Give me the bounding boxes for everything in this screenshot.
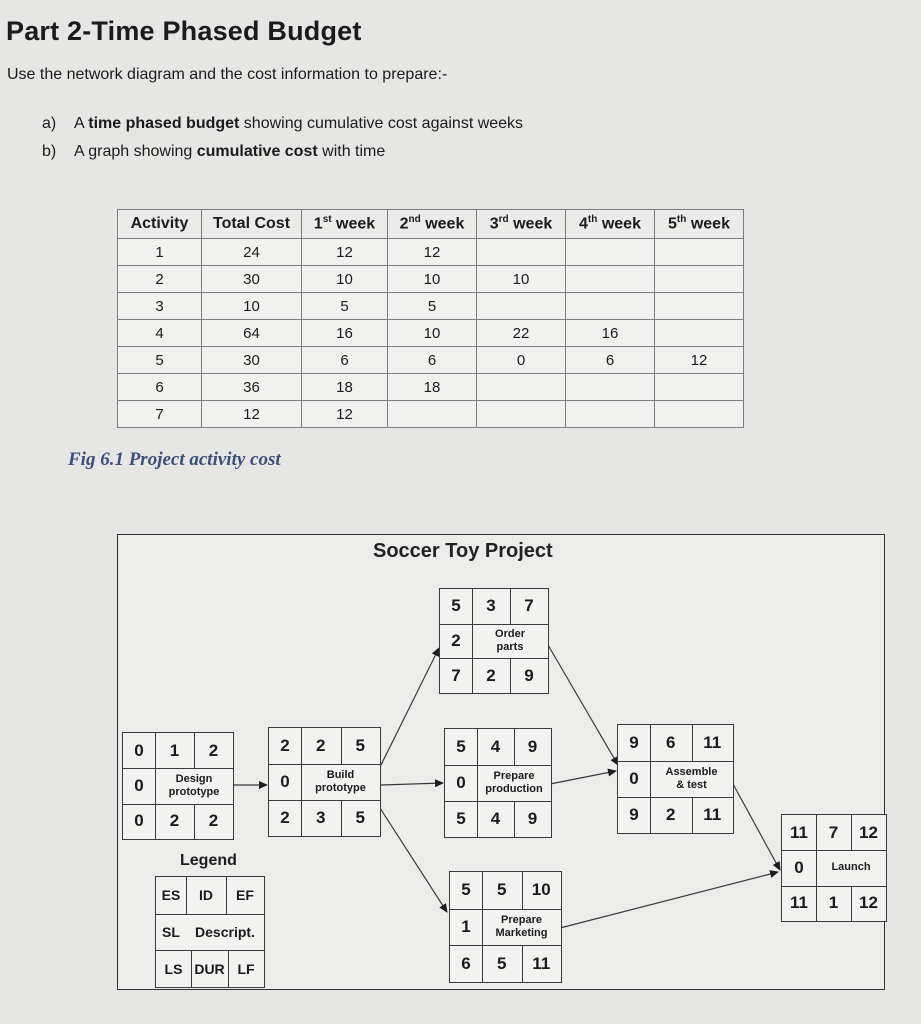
node-description-line: Design: [175, 772, 213, 785]
node-ef: 12: [859, 822, 878, 842]
node-duration: 5: [497, 953, 507, 973]
cell-activity: 5: [118, 347, 202, 374]
node-ef: 9: [527, 737, 538, 756]
node-order: [439, 588, 549, 694]
cell-activity: 3: [118, 293, 202, 320]
node-design: [122, 732, 234, 840]
node-slack: 1: [461, 916, 471, 936]
node-ef: 10: [531, 880, 551, 900]
node-ls: 0: [134, 811, 144, 831]
node-slack: 0: [629, 769, 639, 788]
legend-description: Descript.: [195, 923, 255, 940]
node-description-line: Prepare: [493, 770, 535, 782]
cell-total-cost: 30: [202, 266, 302, 293]
cell-week-2: 5: [388, 293, 477, 320]
legend-title: Legend: [180, 852, 237, 869]
legend-es: ES: [161, 887, 181, 904]
node-description-line: Marketing: [495, 926, 548, 939]
node-duration: 2: [486, 665, 496, 685]
header-total-cost: Total Cost: [202, 210, 302, 239]
task-b-label: b): [42, 143, 57, 160]
node-description-line: parts: [496, 640, 524, 653]
cell-week-2: 10: [388, 320, 477, 347]
cell-week-1: 5: [302, 293, 388, 320]
cell-week-1: 10: [302, 266, 388, 293]
cell-week-1: 12: [302, 239, 388, 266]
node-duration: 4: [490, 809, 501, 828]
cell-activity: 4: [118, 320, 202, 347]
cell-week-3: 22: [477, 320, 566, 347]
task-b-pre: A graph showing: [74, 143, 197, 160]
node-description-line: prototype: [315, 782, 366, 794]
node-duration: 2: [169, 811, 180, 831]
cell-week-3: 10: [477, 266, 566, 293]
cell-week-3: 0: [477, 347, 566, 374]
node-description: [472, 624, 548, 659]
cell-total-cost: 10: [202, 293, 302, 320]
node-description-line: Assemble: [665, 766, 718, 778]
node-es: 11: [790, 822, 808, 842]
intro-text: Use the network diagram and the cost information to prepare:-: [7, 66, 448, 83]
node-ls: 2: [280, 808, 290, 827]
node-description: [155, 768, 233, 803]
cell-activity: 7: [118, 401, 202, 428]
legend-box: [155, 876, 265, 988]
node-description-line: Order: [495, 627, 525, 640]
task-b-post: with time: [317, 143, 386, 160]
node-es: 0: [134, 740, 144, 760]
task-a-label: a): [42, 115, 57, 132]
node-description-line: Build: [326, 769, 355, 781]
node-es: 2: [280, 736, 290, 755]
diagram-title: Soccer Toy Project: [373, 540, 553, 562]
header-week-1: 1st week: [302, 210, 388, 239]
node-id: 7: [828, 822, 839, 842]
cell-week-1: 6: [302, 347, 388, 374]
cell-week-1: 12: [302, 401, 388, 428]
node-description-line: production: [485, 783, 543, 795]
node-marketing: [449, 871, 562, 983]
node-description: [650, 761, 733, 797]
cell-total-cost: 24: [202, 239, 302, 266]
node-ls: 5: [456, 809, 466, 828]
node-es: 5: [456, 737, 466, 756]
node-launch: [781, 814, 887, 922]
node-description-line: Launch: [831, 861, 871, 874]
cell-week-2: 18: [388, 374, 477, 401]
node-description: [477, 765, 551, 801]
node-slack: 0: [134, 775, 144, 795]
legend-sl: SL: [162, 923, 180, 940]
node-slack: 0: [794, 857, 804, 877]
task-b-bold: cumulative cost: [196, 143, 318, 160]
arrow-build-prepare: [381, 783, 443, 785]
legend-ef: EF: [236, 887, 254, 904]
cell-week-4: 16: [566, 320, 655, 347]
cell-activity: 6: [118, 374, 202, 401]
node-lf: 9: [527, 809, 538, 828]
header-week-4: 4th week: [566, 210, 655, 239]
node-description-line: & test: [676, 779, 707, 791]
task-a-bold: time phased budget: [88, 115, 240, 132]
cell-week-2: 6: [388, 347, 477, 374]
node-ls: 11: [790, 893, 808, 913]
cell-week-1: 18: [302, 374, 388, 401]
node-id: 1: [169, 740, 180, 760]
legend-ls: LS: [164, 960, 183, 977]
node-prepare: [444, 728, 552, 838]
node-assemble: [617, 724, 734, 834]
cell-week-1: 16: [302, 320, 388, 347]
cell-activity: 2: [118, 266, 202, 293]
node-id: 6: [666, 733, 676, 752]
node-lf: 12: [859, 893, 878, 913]
legend-id: ID: [199, 887, 213, 904]
node-es: 5: [451, 596, 461, 616]
node-description: [816, 850, 886, 885]
task-a-post: showing cumulative cost against weeks: [239, 115, 524, 132]
node-ls: 9: [629, 805, 639, 824]
arrow-marketing-launch: [560, 872, 778, 928]
cell-week-2: 10: [388, 266, 477, 293]
node-lf: 11: [532, 953, 551, 973]
node-es: 9: [629, 733, 639, 752]
node-lf: 11: [703, 805, 722, 824]
node-slack: 0: [456, 773, 466, 792]
cell-total-cost: 30: [202, 347, 302, 374]
cell-week-2: 12: [388, 239, 477, 266]
node-description: [301, 764, 380, 800]
node-ef: 5: [355, 736, 365, 755]
node-duration: 3: [316, 808, 326, 827]
node-slack: 2: [451, 630, 461, 650]
arrow-order-assemble: [548, 645, 618, 765]
cell-week-5: 12: [655, 347, 744, 374]
node-ef: 11: [703, 733, 722, 752]
arrow-prepare-assemble: [550, 771, 616, 784]
node-lf: 9: [524, 665, 534, 685]
node-lf: 5: [355, 808, 365, 827]
figure-caption: Fig 6.1 Project activity cost: [68, 449, 281, 470]
arrow-build-order: [380, 648, 439, 767]
legend-dur: DUR: [194, 960, 225, 977]
cell-week-4: 6: [566, 347, 655, 374]
node-duration: 2: [666, 805, 676, 824]
header-activity: Activity: [118, 210, 202, 239]
node-description: [482, 909, 561, 946]
node-id: 4: [490, 737, 501, 756]
node-es: 5: [461, 880, 471, 900]
node-slack: 0: [280, 772, 290, 791]
header-week-3: 3rd week: [477, 210, 566, 239]
node-id: 5: [497, 880, 507, 900]
cell-total-cost: 36: [202, 374, 302, 401]
node-id: 3: [486, 596, 496, 616]
arrow-build-marketing: [380, 808, 447, 912]
node-ls: 7: [451, 665, 461, 685]
node-id: 2: [316, 736, 326, 755]
cell-activity: 1: [118, 239, 202, 266]
node-description-line: prototype: [168, 785, 220, 798]
header-week-2: 2nd week: [388, 210, 477, 239]
arrow-assemble-launch: [733, 784, 780, 870]
node-duration: 1: [828, 893, 839, 913]
node-lf: 2: [208, 811, 219, 831]
header-week-5: 5th week: [655, 210, 744, 239]
node-ef: 2: [208, 740, 219, 760]
page-title: Part 2-Time Phased Budget: [6, 16, 362, 46]
node-build: [268, 727, 381, 837]
cell-total-cost: 12: [202, 401, 302, 428]
node-ls: 6: [461, 953, 471, 973]
node-ef: 7: [524, 596, 534, 616]
cell-total-cost: 64: [202, 320, 302, 347]
node-description-line: Prepare: [501, 913, 542, 926]
legend-lf: LF: [237, 960, 255, 977]
task-a-pre: A: [74, 115, 89, 132]
